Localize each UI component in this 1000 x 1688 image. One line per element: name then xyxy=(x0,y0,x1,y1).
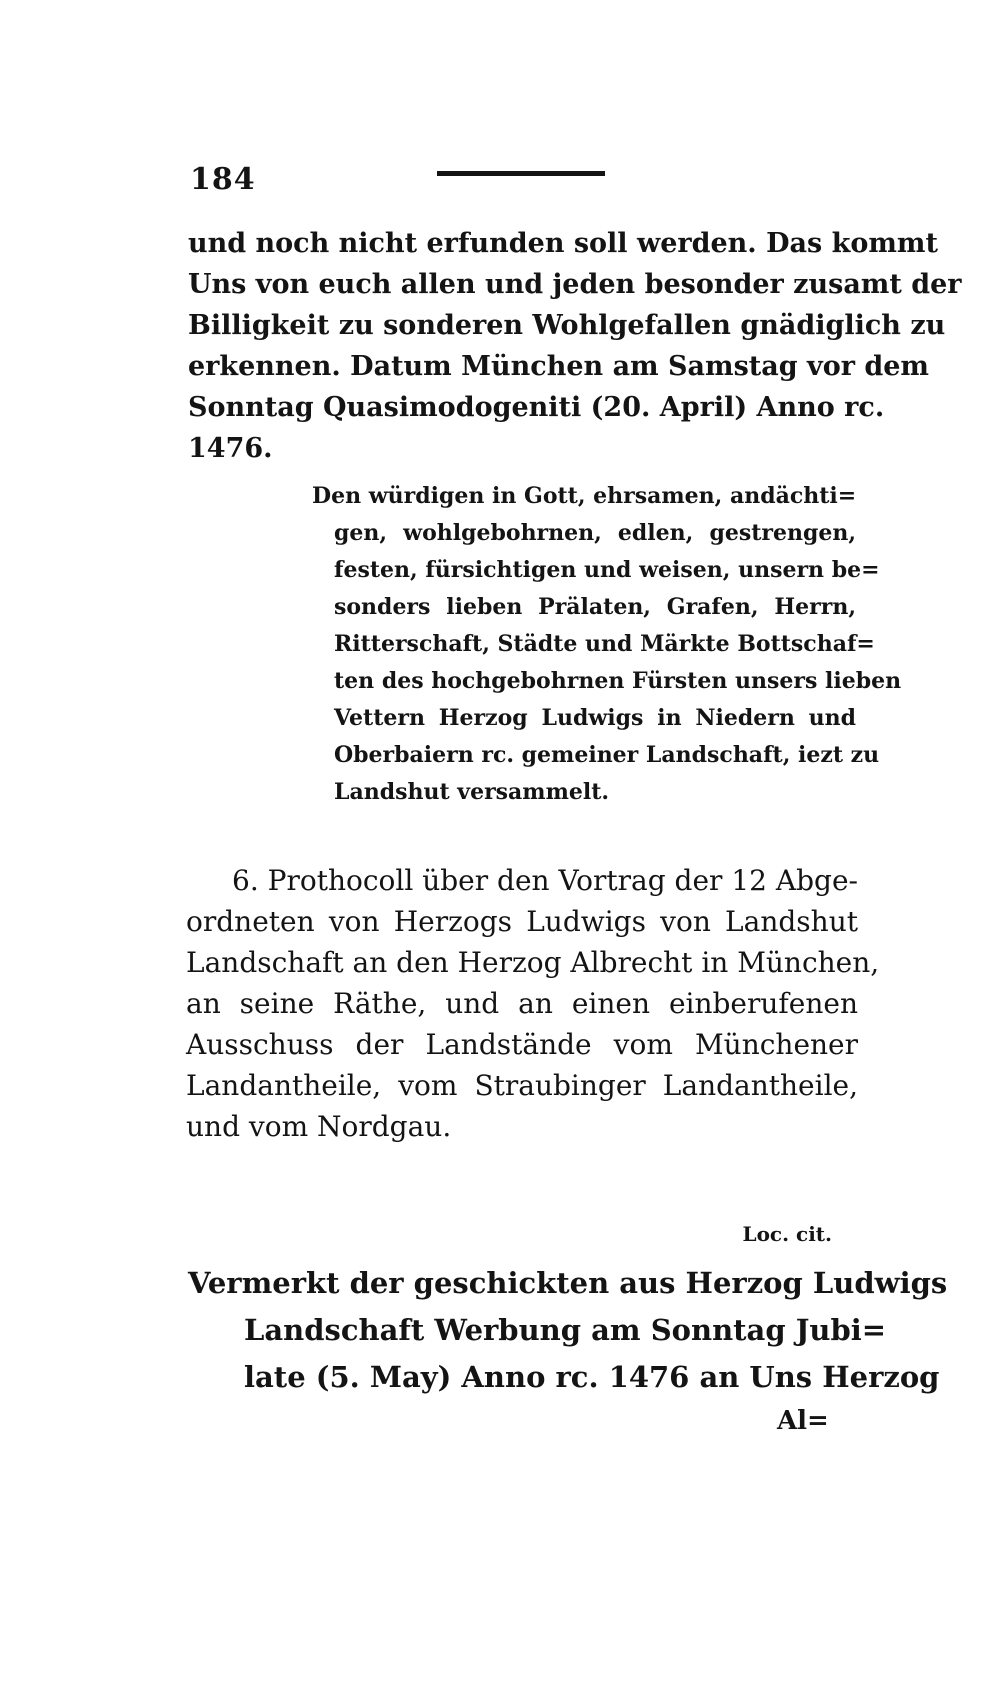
page-number: 184 xyxy=(190,162,256,197)
address-line: Vettern Herzog Ludwigs in Niedern und xyxy=(334,705,856,731)
body-line: erkennen. Datum München am Samstag vor dem xyxy=(188,351,929,382)
section-line: Landantheile, vom Straubinger Landantheile, xyxy=(186,1069,858,1102)
body-line: Billigkeit zu sonderen Wohlgefallen gnädiglich zu xyxy=(188,310,946,341)
body-line: 1476. xyxy=(188,433,273,464)
section-line: und vom Nordgau. xyxy=(186,1110,452,1143)
address-line: Oberbaiern rc. gemeiner Landschaft, iezt zu xyxy=(334,742,880,768)
catchword: Al= xyxy=(777,1406,829,1436)
section-line: 6. Prothocoll über den Vortrag der 12 Abge- xyxy=(232,864,858,897)
section-line: ordneten von Herzogs Ludwigs von Landshut xyxy=(186,905,858,938)
body-line: und noch nicht erfunden soll werden. Das kommt xyxy=(188,228,938,259)
address-line: gen, wohlgebohrnen, edlen, gestrengen, xyxy=(334,520,856,546)
heading-line: Landschaft Werbung am Sonntag Jubi= xyxy=(244,1313,887,1347)
heading-line: late (5. May) Anno rc. 1476 an Uns Herzog xyxy=(244,1360,940,1394)
address-line: ten des hochgebohrnen Fürsten unsers lieben xyxy=(334,668,902,694)
heading-line: Vermerkt der geschickten aus Herzog Ludwigs xyxy=(188,1266,948,1300)
address-line: Ritterschaft, Städte und Märkte Bottschaf= xyxy=(334,631,875,657)
address-line: festen, fürsichtigen und weisen, unsern be= xyxy=(334,557,880,583)
address-line: Landshut versammelt. xyxy=(334,779,610,805)
address-line: sonders lieben Prälaten, Grafen, Herrn, xyxy=(334,594,856,620)
body-line: Uns von euch allen und jeden besonder zusamt der xyxy=(188,269,962,300)
loc-cit: Loc. cit. xyxy=(742,1222,832,1246)
body-line: Sonntag Quasimodogeniti (20. April) Anno rc. xyxy=(188,392,885,423)
header-rule xyxy=(437,171,605,176)
section-line: an seine Räthe, und an einen einberufenen xyxy=(186,987,858,1020)
section-line: Ausschuss der Landstände vom Münchener xyxy=(186,1028,858,1061)
section-line: Landschaft an den Herzog Albrecht in München, xyxy=(186,946,880,979)
address-line: Den würdigen in Gott, ehrsamen, andächti= xyxy=(312,483,857,509)
